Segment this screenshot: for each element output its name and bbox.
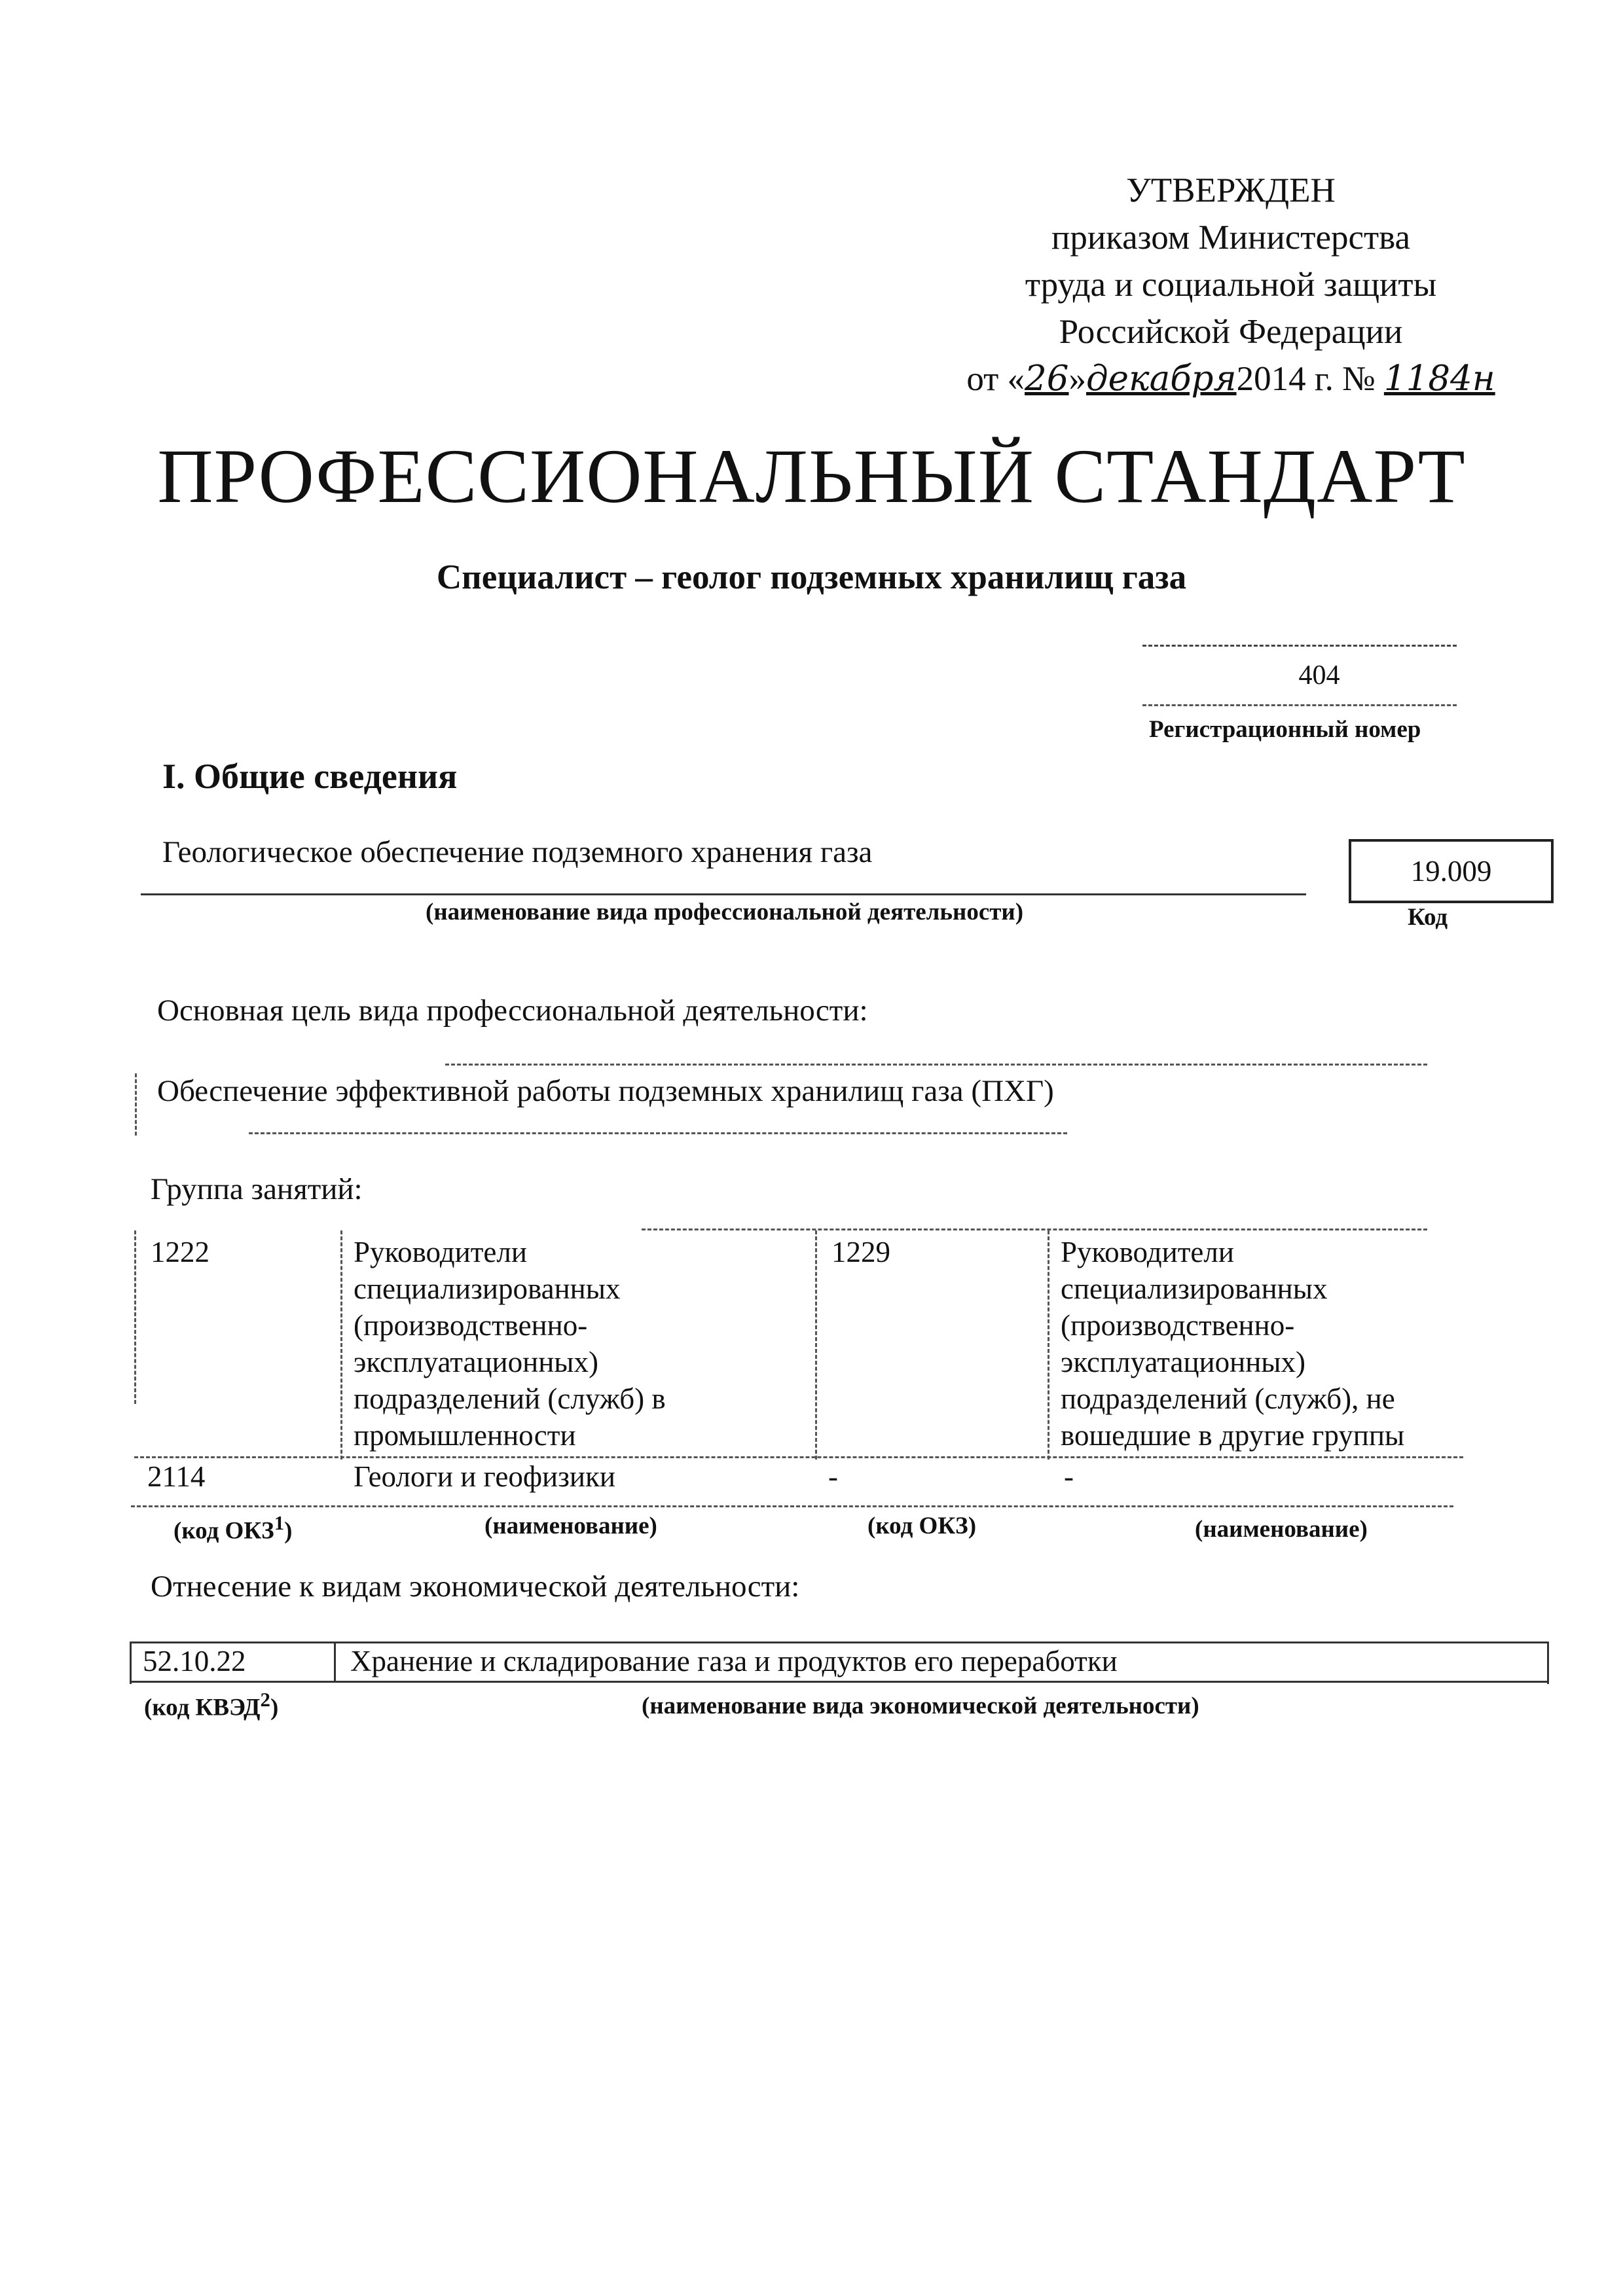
caption-name-2: (наименование) [1195,1516,1368,1543]
group-top-dash [642,1229,1427,1230]
kved-activity-name: Хранение и складирование газа и продуктов его переработки [350,1645,1118,1677]
footnote-1: 1 [274,1512,285,1534]
caption-kved-name: (наименование вида экономической деятельности) [642,1693,1199,1719]
order-number: 1184н [1383,359,1495,399]
date-month: декабря [1085,359,1237,399]
code-caption: Код [1408,904,1448,931]
registration-label: Регистрационный номер [1149,716,1421,743]
goal-bottom-dash [249,1132,1067,1134]
date-mid: » [1068,360,1086,398]
registration-number-box [1142,645,1457,706]
group-row1-code2: 1229 [831,1236,890,1268]
group-col2-dash [815,1230,817,1460]
group-row2-code2: - [828,1460,838,1493]
group-row1-code1: 1222 [151,1236,210,1268]
group-row2-code1: 2114 [147,1460,206,1493]
approval-line-1: УТВЕРЖДЕН [1126,171,1336,209]
approval-line-4: Российской Федерации [1059,313,1403,351]
document-subtitle: Специалист – геолог подземных хранилищ газа [436,558,1187,596]
goal-label: Основная цель вида профессиональной деятельности: [157,994,868,1028]
goal-left-dash [135,1073,137,1136]
group-row1-name2: Руководители специализированных (производственно-эксплуатационных) подразделений (служб), не вошедшие в другие группы [1061,1236,1405,1452]
date-day: 26 [1025,359,1069,399]
footnote-2: 2 [260,1689,270,1711]
group-row1-name1: Руководители специализированных (производственно-эксплуатационных) подразделений (служб) в промышленности [354,1236,666,1452]
group-col1-dash [340,1230,342,1460]
registration-number: 404 [1298,660,1340,691]
caption-kved-code: (код КВЭД$^2$) [144,1689,279,1721]
group-row2-name1: Геологи и геофизики [354,1460,615,1493]
group-row2-name2: - [1064,1460,1074,1493]
activity-underline [141,893,1306,895]
approval-line-3: труда и социальной защиты [1025,266,1437,304]
caption-name-1: (наименование) [484,1513,657,1539]
section-heading: I. Общие сведения [162,757,458,796]
goal-text: Обеспечение эффективной работы подземных хранилищ газа (ПХГ) [157,1074,1054,1108]
activity-caption: (наименование вида профессиональной деятельности) [426,899,1024,925]
caption-okz-code: (код ОКЗ$^1$) [173,1512,293,1545]
approval-line-2: приказом Министерства [1051,219,1411,257]
caption-okz-code-2: (код ОКЗ) [867,1513,977,1539]
date-prefix: от « [966,360,1025,398]
approval-block [903,167,1558,403]
group-mid-dash [134,1456,1463,1458]
group-bottom-dash [131,1505,1453,1507]
kved-underline [130,1681,1547,1683]
activity-code: 19.009 [1349,839,1554,903]
econ-label: Отнесение к видам экономической деятельности: [151,1570,800,1604]
document-title: ПРОФЕССИОНАЛЬНЫЙ СТАНДАРТ [157,433,1466,519]
kved-code: 52.10.22 [143,1645,246,1677]
date-year: 2014 г. № [1236,360,1376,398]
goal-top-dash [445,1064,1427,1066]
kved-divider [334,1641,336,1682]
approval-date-line [903,355,1558,403]
activity-name: Геологическое обеспечение подземного хранения газа [162,835,873,869]
group-col0-dash [134,1230,136,1404]
group-label: Группа занятий: [151,1172,363,1206]
group-col3-dash [1048,1230,1049,1460]
